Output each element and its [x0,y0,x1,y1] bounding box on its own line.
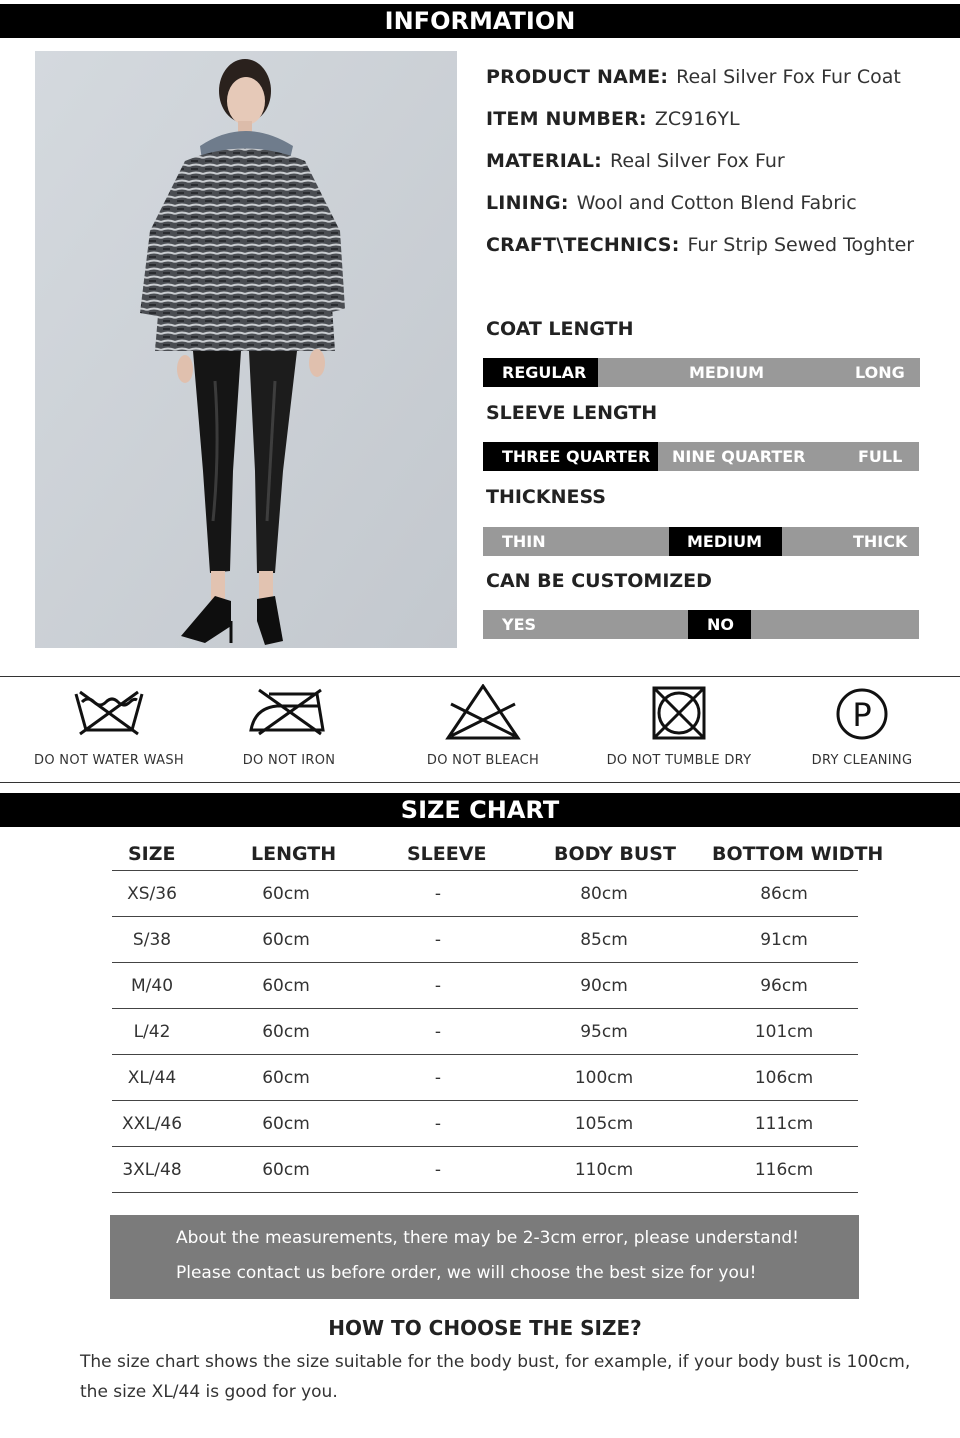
sleeve-length-option-nine-quarter[interactable]: NINE QUARTER [672,447,806,466]
care-item-dry-cleaning [800,680,924,780]
material-label: MATERIAL: [486,150,602,172]
cell-body-bust: 110cm [574,1160,634,1180]
product-name-value: Real Silver Fox Fur Coat [676,66,901,88]
coat-length-option-medium[interactable]: MEDIUM [689,363,764,382]
cell-size: XXL/46 [121,1114,183,1134]
care-item-no-bleach [410,680,556,780]
care-item-no-water-wash [24,680,194,780]
thickness-option-thin[interactable]: THIN [502,532,546,551]
care-bottom-divider [0,782,960,783]
product-photo [35,51,457,648]
cell-body-bust: 80cm [580,884,628,904]
cell-sleeve: - [434,930,442,950]
care-top-divider [0,676,960,677]
cell-sleeve: - [434,1160,442,1180]
cell-sleeve: - [434,884,442,904]
cell-length: 60cm [262,930,310,950]
cell-length: 60cm [262,976,310,996]
length-header: LENGTH [251,843,337,865]
customized-option-yes[interactable]: YES [502,615,537,634]
cell-body-bust: 90cm [580,976,628,996]
cell-length: 60cm [262,1160,310,1180]
care-label-no-tumble-dry: DO NOT TUMBLE DRY [606,753,752,768]
table-row [112,963,858,1009]
table-row [112,1009,858,1055]
measurement-note-line-1: About the measurements, there may be 2-3cm error, please understand! [176,1228,799,1248]
customized-option-no[interactable]: NO [688,610,751,639]
cell-bottom-width: 96cm [760,976,808,996]
no-bleach-icon [445,684,521,742]
cell-body-bust: 105cm [574,1114,634,1134]
cell-sleeve: - [434,976,442,996]
material-row [486,150,785,172]
sleeve-length-option-full[interactable]: FULL [858,447,903,466]
material-value: Real Silver Fox Fur [610,150,785,172]
cell-bottom-width: 111cm [754,1114,814,1134]
body-bust-header: BODY BUST [554,843,676,865]
bottom-width-header: BOTTOM WIDTH [712,843,884,865]
customized-heading: CAN BE CUSTOMIZED [486,570,712,592]
lining-value: Wool and Cotton Blend Fabric [576,192,857,214]
table-row [112,1101,858,1147]
cell-bottom-width: 116cm [754,1160,814,1180]
craft-value: Fur Strip Sewed Toghter [687,234,915,256]
sleeve-length-heading: SLEEVE LENGTH [486,402,658,424]
craft-row [486,234,914,256]
size-header: SIZE [128,843,176,865]
table-row [112,871,858,917]
information-title: INFORMATION [0,4,960,38]
cell-sleeve: - [434,1114,442,1134]
coat-length-option-long[interactable]: LONG [855,363,905,382]
sleeve-length-selector [483,442,919,471]
craft-label: CRAFT\TECHNICS: [486,234,680,256]
cell-bottom-width: 91cm [760,930,808,950]
cell-size: L/42 [133,1022,171,1042]
table-row [112,1055,858,1101]
care-item-no-iron [214,680,364,780]
cell-length: 60cm [262,1114,310,1134]
cell-bottom-width: 86cm [760,884,808,904]
dry-cleaning-icon [833,684,891,742]
coat-length-heading: COAT LENGTH [486,318,634,340]
cell-size: XL/44 [127,1068,177,1088]
thickness-selector [483,527,919,556]
no-water-wash-icon [72,684,146,738]
thickness-heading: THICKNESS [486,486,606,508]
care-item-no-tumble-dry [600,680,758,780]
care-label-no-iron: DO NOT IRON [242,753,336,768]
cell-length: 60cm [262,1068,310,1088]
thickness-option-thick[interactable]: THICK [853,532,908,551]
care-label-no-water-wash: DO NOT WATER WASH [34,753,184,768]
measurement-note-line-2: Please contact us before order, we will choose the best size for you! [176,1263,757,1283]
dry-cleaning-letter: P [852,696,872,734]
thickness-option-medium[interactable]: MEDIUM [669,527,782,556]
cell-size: S/38 [132,930,172,950]
table-row [112,917,858,963]
product-name-label: PRODUCT NAME: [486,66,669,88]
lining-label: LINING: [486,192,569,214]
cell-size: M/40 [130,976,174,996]
no-iron-icon [247,684,331,738]
item-number-row [486,108,740,130]
how-to-choose-title: HOW TO CHOOSE THE SIZE? [328,1316,642,1340]
item-number-label: ITEM NUMBER: [486,108,647,130]
cell-bottom-width: 101cm [754,1022,814,1042]
sleeve-header: SLEEVE [407,843,487,865]
how-to-choose-text: The size chart shows the size suitable for the body bust, for example, if your body bust is 100cm, the size XL/44 is good for you. [80,1352,911,1402]
cell-sleeve: - [434,1022,442,1042]
no-tumble-dry-icon [651,684,707,742]
customized-selector [483,610,919,639]
cell-sleeve: - [434,1068,442,1088]
coat-length-selector [483,358,920,387]
row-divider [112,1192,858,1193]
product-name-row [486,66,901,88]
cell-size: XS/36 [127,884,177,904]
cell-size: 3XL/48 [122,1160,182,1180]
item-number-value: ZC916YL [654,108,740,130]
cell-bottom-width: 106cm [754,1068,814,1088]
cell-length: 60cm [262,1022,310,1042]
cell-body-bust: 100cm [574,1068,634,1088]
coat-length-option-regular[interactable]: REGULAR [483,358,598,387]
sleeve-length-option-three-quarter[interactable]: THREE QUARTER [483,442,658,471]
cell-body-bust: 85cm [580,930,628,950]
care-label-dry-cleaning: DRY CLEANING [811,753,913,768]
care-label-no-bleach: DO NOT BLEACH [426,753,540,768]
cell-body-bust: 95cm [580,1022,628,1042]
lining-row [486,192,857,214]
size-chart-title: SIZE CHART [0,793,960,827]
cell-length: 60cm [262,884,310,904]
table-row [112,1147,858,1193]
measurement-note [110,1215,859,1299]
